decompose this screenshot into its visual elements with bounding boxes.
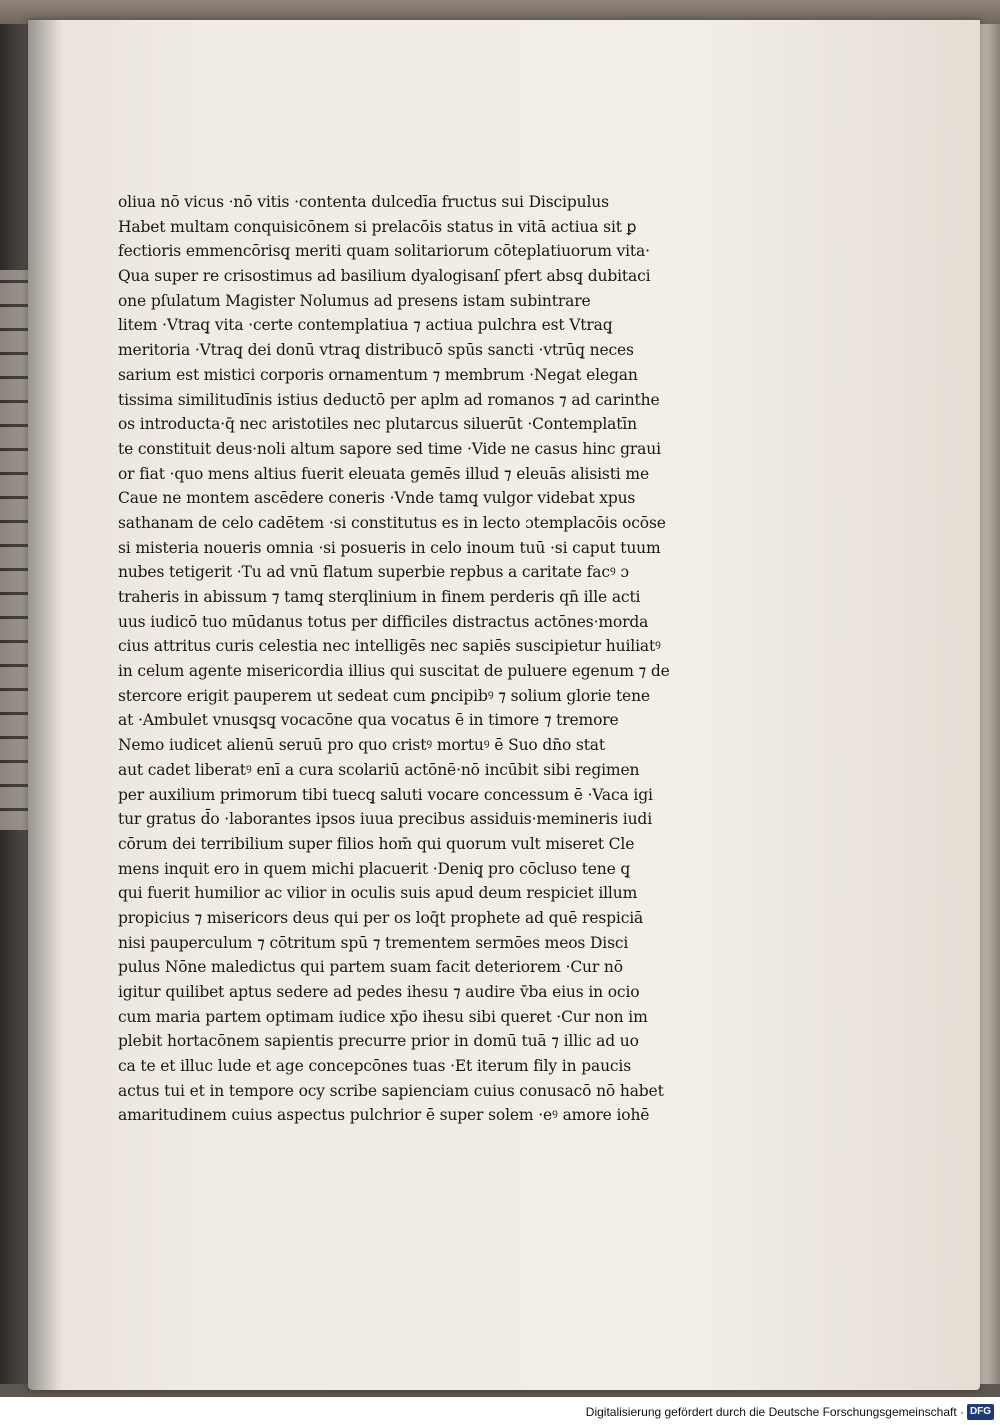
text-line: uus iudicō tuo mūdanus totus per difficiles distractus actōnes·morda	[118, 612, 649, 631]
text-line: one pſulatum Magister Nolumus ad presens istam subintrare	[118, 291, 591, 310]
text-line: mens inquit ero in quem michi placuerit ·Deniq̧ pro cōcluso tene q̧	[118, 859, 631, 878]
text-line: Habet multam conquisicōnem si prelacōis status in vitā actiua sit ꝑ	[118, 217, 637, 236]
text-line: litem ·Vtraq̧ vita ·certe contemplatiua ⁊ actiua pulchra est Vtraq̧	[118, 316, 613, 335]
text-line: cōrum dei terribilium super filios hom̄ qui quorum vult miseret Cle	[118, 834, 635, 853]
text-line: actus tui et in tempore ocy scribe sapienciam cuius conusacō nō habet	[118, 1081, 664, 1100]
printed-text-block	[118, 190, 710, 1128]
text-line: plebit hortacōnem sapientis precurre prior in domū tuā ⁊ illic ad uo	[118, 1032, 639, 1051]
text-line: nubes tetigerit ·Tu ad vnū flatum superbie repbus a caritate facꝰ ɔ	[118, 563, 629, 582]
text-line: aut cadet liberatꝰ enī a cura scolariū actōnē·nō incūbit sibi regimen	[118, 760, 640, 779]
text-line: sathanam de celo cadētem ·si constitutus es in lecto ɔtemplacōis ocōse	[118, 513, 666, 532]
funding-credit: Digitalisierung gefördert durch die Deutsche Forschungsgemeinschaft ·	[585, 1405, 964, 1419]
text-line: te constituit deus·noli altum sapore sed time ·Vide ne casus hinc graui	[118, 439, 661, 458]
text-line: igitur quilibet aptus sedere ad pedes ihesu ⁊ audire v̄ba eius in ocio	[118, 983, 640, 1001]
text-line: tur gratus d̄o ·laborantes ipsos iuua precibus assiduis·memineris iudi	[118, 810, 653, 829]
text-line: in celum agente misericordia illius qui suscitat de puluere egenum ⁊ de	[118, 662, 670, 681]
text-line: si misteria noueris omnia ·si posueris in celo inoum tuū ·si caput tuum	[118, 538, 661, 557]
digitization-footer	[0, 1397, 1000, 1425]
text-line: amaritudinem cuius aspectus pulchrior ē super solem ·eꝰ amore iohē	[118, 1106, 650, 1125]
dfg-logo-icon: DFG	[967, 1404, 994, 1420]
page-gutter-shadow	[28, 20, 62, 1390]
text-line: tissima similitudīnis istius deductō per aplm ad romanos ⁊ ad carinthe	[118, 390, 660, 409]
text-line: at ·Ambulet vnusq̧sq̧ vocacōne qua vocatus ē in timore ⁊ tremore	[118, 711, 619, 730]
text-line: nisi pauperculum ⁊ cōtritum spū ⁊ trementem sermōes meos Disci	[118, 933, 629, 952]
text-line: Caue ne montem ascēdere coneris ·Vnde tamq̧ vulgor videbat xpus	[118, 489, 636, 508]
text-line: fectioris emmencōrisq̧ meriti quam solitariorum cōteplatiuorum vita·	[118, 242, 650, 261]
text-line: pulus Nōne maledictus qui partem suam facit deteriorem ·Cur nō	[118, 958, 623, 977]
text-line: meritoria ·Vtraq̧ dei donū vtraq̧ distribucō spūs sancti ·vtrūq̧ neces	[118, 341, 634, 360]
text-line: os introducta·q̄ nec aristotiles nec plutarcus siluerūt ·Contemplatīn	[118, 415, 637, 434]
text-line: qui fuerit humilior ac vilior in oculis suis apud deum respiciet illum	[118, 884, 638, 903]
text-line: propicius ⁊ misericors deus qui per os loq̄t prophete ad quē respiciā	[118, 908, 644, 927]
text-line: Qua super re crisostimus ad basilium dyalogisanſ pfert absq̧ dubitaci	[118, 267, 651, 286]
text-line: ca te et illuc lude et age concepcōnes tuas ·Et iterum fily in paucis	[118, 1057, 632, 1076]
text-line: Nemo iudicet alienū seruū pro quo cristꝰ mortuꝰ ē Suo dn̄o stat	[118, 736, 605, 755]
text-line: per auxilium primorum tibi tuecq̧ saluti vocare concessum ē ·Vaca igi	[118, 785, 653, 804]
text-line: cum maria partem optimam iudice xp̄o ihesu sibi queret ·Cur non im	[118, 1007, 648, 1026]
text-line: oliua nō vicus ·nō vitis ·contenta dulcedīa fructus sui Discipulus	[118, 193, 609, 211]
text-line: sarium est mistici corporis ornamentum ⁊ membrum ·Negat elegan	[118, 365, 638, 384]
text-line: stercore erigit pauperem ut sedeat cum ꝑncipibꝰ ⁊ solium glorie tene	[118, 686, 650, 705]
text-line: or fiat ·quo mens altius fuerit eleuata gemēs illud ⁊ eleuās alisisti me	[118, 464, 649, 483]
text-line: cius attritus curis celestia nec intelligēs nec sapiēs suscipietur huiliatꝰ	[118, 637, 661, 656]
text-line: traheris in abissum ⁊ tamq̧ sterqlinium in finem perderis qn̄ ille acti	[118, 588, 641, 606]
